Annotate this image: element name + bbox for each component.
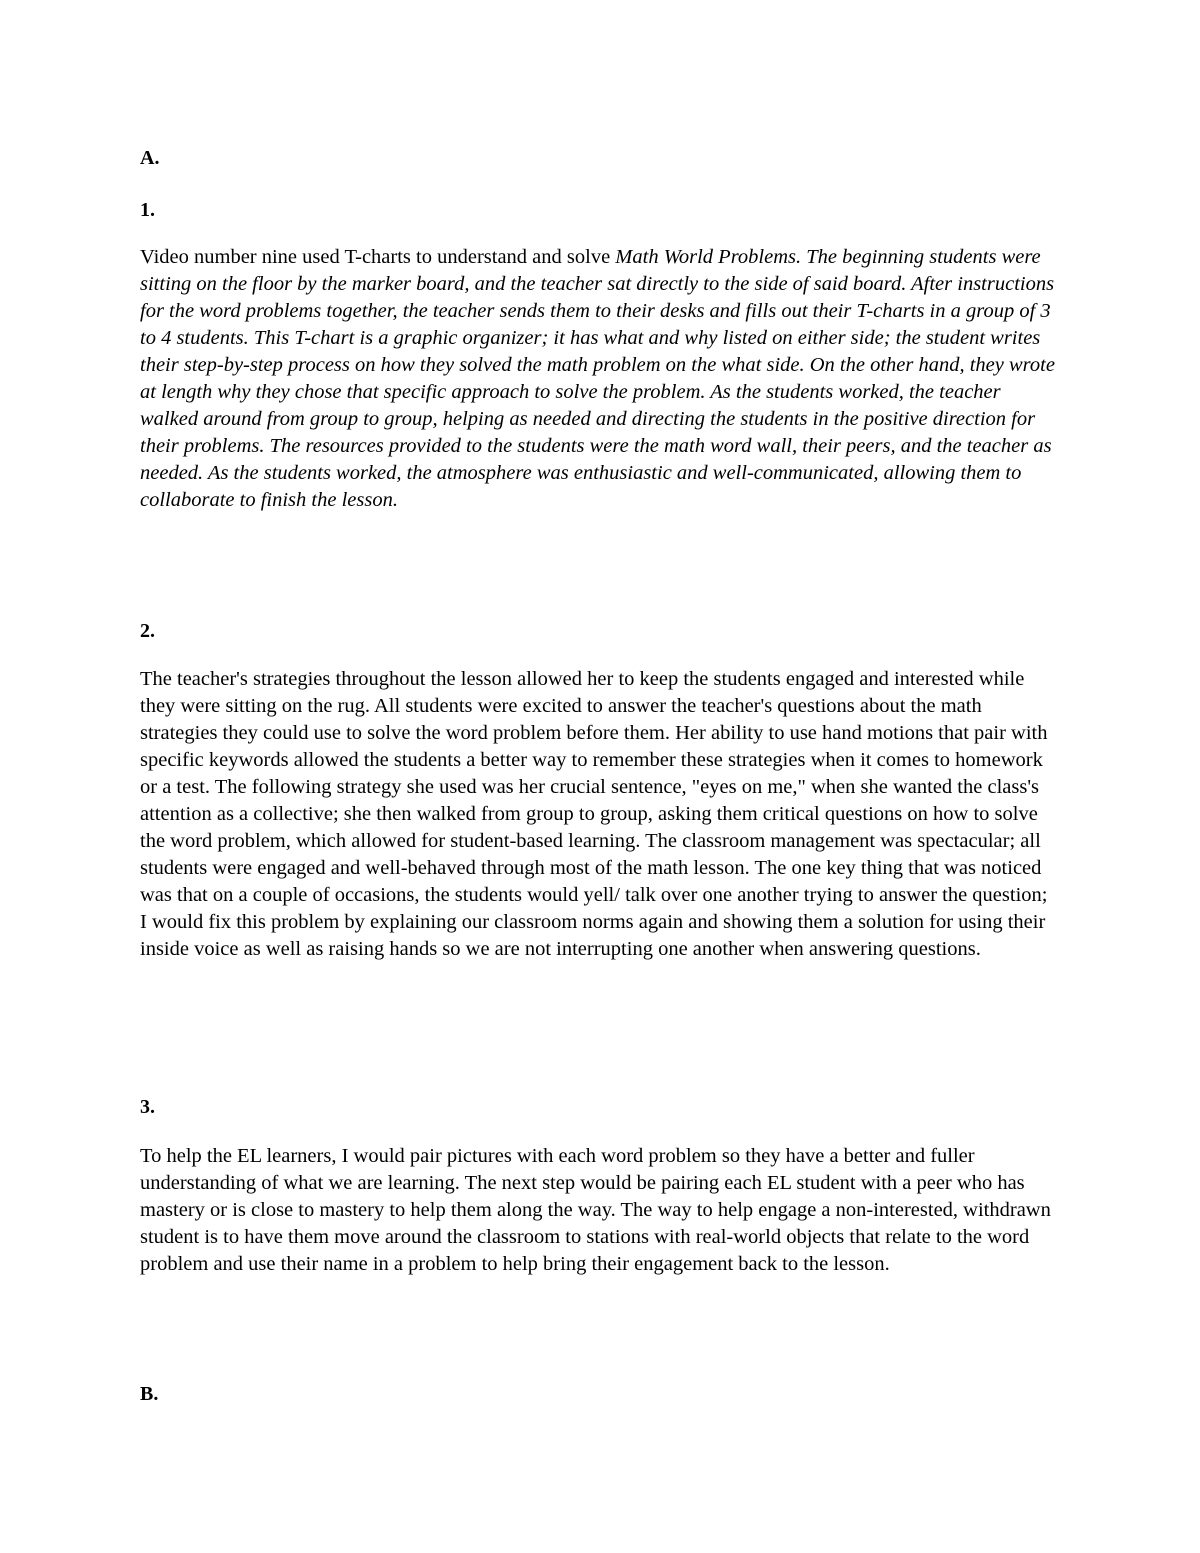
- question-3-paragraph: To help the EL learners, I would pair pictures with each word problem so they have a better and fuller understanding of what we are learning. The next step would be pairing each EL student with a peer who has mastery or is close to mastery to help them along the way. The way to help engage a non-interested, withdrawn student is to have them move around the classroom to stations with real-world objects that relate to the word problem and use their name in a problem to help bring their engagement back to the lesson.: [140, 1145, 1051, 1275]
- question-1-paragraph: [140, 244, 1055, 514]
- section-b-heading: B.: [140, 1383, 159, 1405]
- question-1-heading: 1.: [140, 199, 155, 221]
- question-2-heading: 2.: [140, 620, 155, 642]
- question-1-text-italic: Math World Problems. The beginning students were sitting on the floor by the marker board, and the teacher sat directly to the side of said board. After instructions for the word problems together, the teacher sends them to their desks and fills out their T-charts in a group of 3 to 4 students. This T-chart is a graphic organizer; it has what and why listed on either side; the student writes their step-by-step process on how they solved the math problem on the what side. On the other hand, they wrote at length why they chose that specific approach to solve the problem. As the students worked, the teacher walked around from group to group, helping as needed and directing the students in the positive direction for their problems. The resources provided to the students were the math word wall, their peers, and the teacher as needed. As the students worked, the atmosphere was enthusiastic and well-communicated, allowing them to collaborate to finish the lesson.: [140, 246, 1055, 511]
- question-3-heading: 3.: [140, 1096, 155, 1118]
- section-a-heading: A.: [140, 147, 160, 169]
- question-2-paragraph: The teacher's strategies throughout the lesson allowed her to keep the students engaged and interested while they were sitting on the rug. All students were excited to answer the teacher's questions about the math strategies they could use to solve the word problem before them. Her ability to use hand motions that pair with specific keywords allowed the students a better way to remember these strategies when it comes to homework or a test. The following strategy she used was her crucial sentence, "eyes on me," when she wanted the class's attention as a collective; she then walked from group to group, asking them critical questions on how to solve the word problem, which allowed for student-based learning. The classroom management was spectacular; all students were engaged and well-behaved through most of the math lesson. The one key thing that was noticed was that on a couple of occasions, the students would yell/ talk over one another trying to answer the question; I would fix this problem by explaining our classroom norms again and showing them a solution for using their inside voice as well as raising hands so we are not interrupting one another when answering questions.: [140, 668, 1048, 960]
- question-1-text-start: Video number nine used T-charts to understand and solve: [140, 246, 616, 268]
